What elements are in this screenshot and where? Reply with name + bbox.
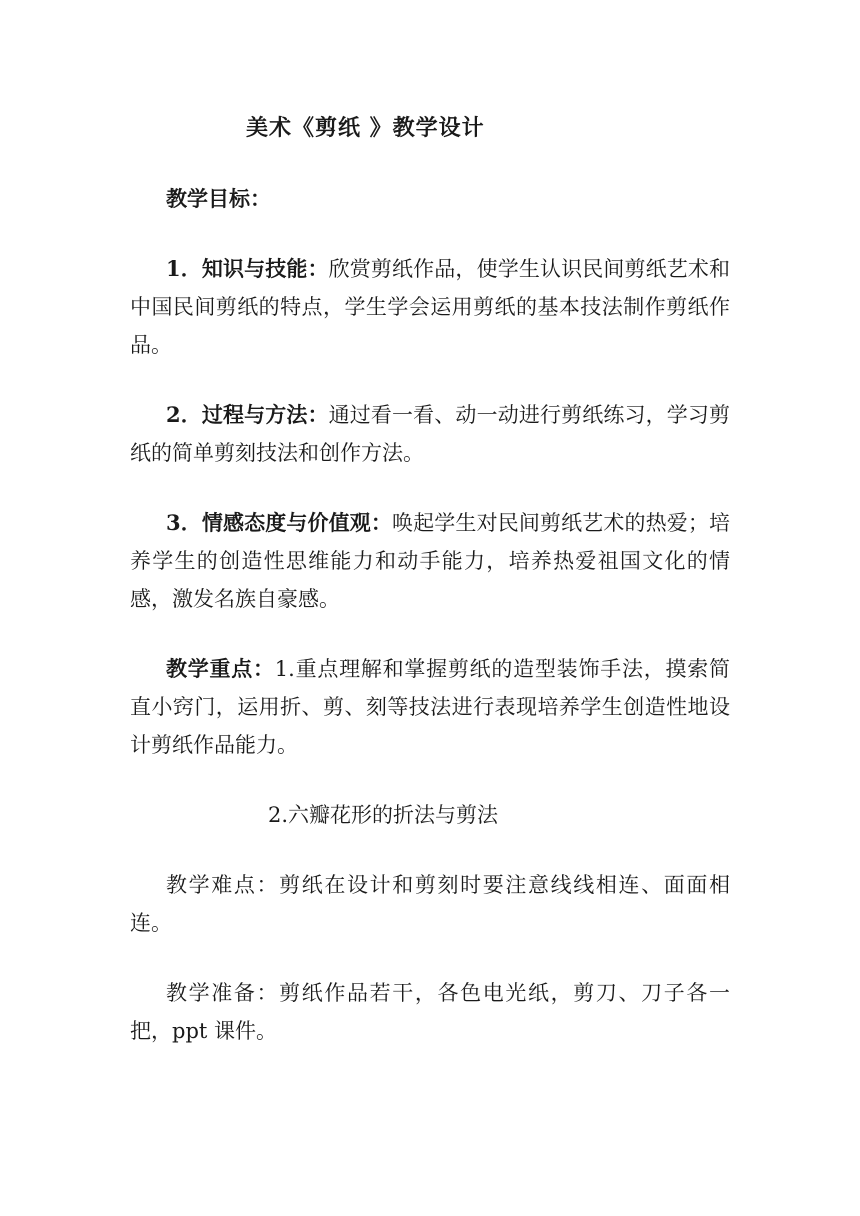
- document-title: 美术《剪纸 》教学设计: [246, 115, 485, 141]
- preparation-paragraph: 教学准备：剪纸作品若干，各色电光纸，剪刀、刀子各一把，ppt 课件。: [130, 981, 730, 1043]
- objective-process-method: [130, 396, 730, 472]
- key-points-paragraph: [130, 650, 730, 764]
- key-points-item-1: 1.重点理解和掌握剪纸的造型装饰手法，摸索简直小窍门，运用折、剪、刻等技法进行表现培养学生创造性地设计剪纸作品能力。: [130, 657, 730, 757]
- objective-knowledge-skills: [130, 250, 730, 364]
- objective-text: 通过看一看、动一动进行剪纸练习，学习剪纸的简单剪刻技法和创作方法。: [130, 403, 730, 465]
- document-page: [130, 110, 730, 1082]
- difficulty-paragraph: 教学难点：剪纸在设计和剪刻时要注意线线相连、面面相连。: [130, 873, 730, 935]
- objective-emotion-values: [130, 504, 730, 618]
- key-points-item-2: 2.六瓣花形的折法与剪法: [268, 803, 499, 827]
- objectives-heading-text: 教学目标：: [166, 186, 271, 211]
- objective-label: 3．情感态度与价值观：: [166, 510, 393, 535]
- objective-text: 唤起学生对民间剪纸艺术的热爱；培养学生的创造性思维能力和动手能力，培养热爱祖国文化的情感，激发名族自豪感。: [130, 511, 730, 611]
- objective-label: 1．知识与技能：: [166, 256, 329, 281]
- objectives-heading: [130, 180, 730, 218]
- objective-label: 2．过程与方法：: [166, 402, 329, 427]
- key-points-label: 教学重点：: [166, 656, 275, 681]
- objective-text: 欣赏剪纸作品，使学生认识民间剪纸艺术和中国民间剪纸的特点，学生学会运用剪纸的基本技法制作剪纸作品。: [130, 257, 730, 357]
